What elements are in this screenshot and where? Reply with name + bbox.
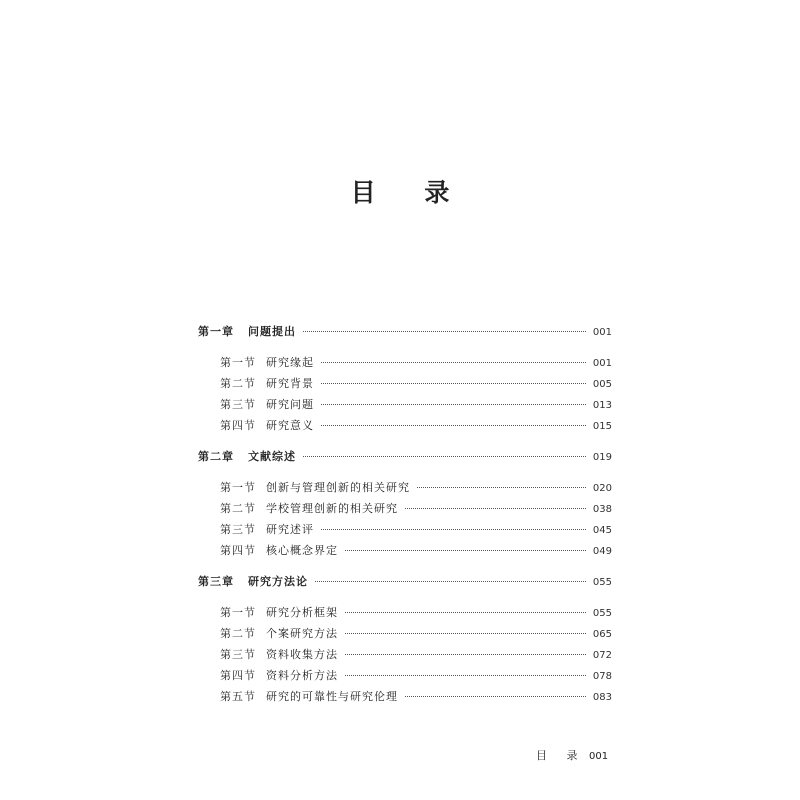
dot-leader [321, 425, 586, 426]
toc-page: 005 [592, 379, 612, 390]
toc-title: 研究缘起 [266, 356, 314, 369]
dot-leader [303, 331, 586, 332]
toc-section[interactable] [198, 666, 612, 687]
dot-leader [417, 487, 586, 488]
toc-number: 第一节 [220, 356, 256, 369]
toc-page: 065 [592, 629, 612, 640]
toc-section[interactable] [198, 624, 612, 645]
toc-number: 第一节 [220, 606, 256, 619]
toc-title: 创新与管理创新的相关研究 [266, 481, 410, 494]
dot-leader [345, 675, 586, 676]
toc-page: 072 [592, 650, 612, 661]
toc-page: 020 [592, 483, 612, 494]
dot-leader [315, 581, 586, 582]
toc-page: 001 [592, 358, 612, 369]
toc-page: 038 [592, 504, 612, 515]
toc-title: 个案研究方法 [266, 627, 338, 640]
toc-number: 第五节 [220, 690, 256, 703]
toc-section[interactable] [198, 520, 612, 541]
dot-leader [405, 696, 586, 697]
footer-page-number: 001 [589, 751, 609, 762]
toc-title: 研究问题 [266, 398, 314, 411]
toc-page: 078 [592, 671, 612, 682]
toc-number: 第三章 [198, 575, 234, 588]
toc-title: 研究述评 [266, 523, 314, 536]
toc-title: 研究方法论 [248, 575, 308, 588]
toc-section[interactable] [198, 645, 612, 666]
toc-title: 研究背景 [266, 377, 314, 390]
toc-page: 045 [592, 525, 612, 536]
toc-number: 第二节 [220, 627, 256, 640]
toc-page: 001 [592, 327, 612, 338]
dot-leader [321, 362, 586, 363]
toc-title: 资料收集方法 [266, 648, 338, 661]
toc-number: 第二章 [198, 450, 234, 463]
toc-chapter-1[interactable] [198, 322, 612, 343]
page-footer [536, 748, 608, 765]
toc-page: 015 [592, 421, 612, 432]
table-of-contents [198, 322, 612, 708]
toc-page: 083 [592, 692, 612, 703]
toc-number: 第四节 [220, 544, 256, 557]
toc-title: 资料分析方法 [266, 669, 338, 682]
toc-page: 019 [592, 452, 612, 463]
toc-number: 第三节 [220, 648, 256, 661]
toc-chapter-2[interactable] [198, 447, 612, 468]
toc-title: 研究分析框架 [266, 606, 338, 619]
toc-page: 055 [592, 608, 612, 619]
toc-page: 013 [592, 400, 612, 411]
dot-leader [321, 383, 586, 384]
page-title: 目 录 [350, 178, 470, 207]
toc-number: 第一节 [220, 481, 256, 494]
toc-title: 文献综述 [248, 450, 296, 463]
toc-section[interactable] [198, 478, 612, 499]
dot-leader [321, 529, 586, 530]
toc-section[interactable] [198, 353, 612, 374]
toc-number: 第三节 [220, 523, 256, 536]
toc-section[interactable] [198, 499, 612, 520]
toc-section[interactable] [198, 687, 612, 708]
toc-section[interactable] [198, 416, 612, 437]
toc-page: 049 [592, 546, 612, 557]
toc-section[interactable] [198, 395, 612, 416]
toc-number: 第四节 [220, 419, 256, 432]
toc-title: 学校管理创新的相关研究 [266, 502, 398, 515]
toc-number: 第一章 [198, 325, 234, 338]
toc-number: 第四节 [220, 669, 256, 682]
dot-leader [345, 633, 586, 634]
toc-number: 第二节 [220, 502, 256, 515]
toc-title: 问题提出 [248, 325, 296, 338]
toc-section[interactable] [198, 541, 612, 562]
toc-chapter-3[interactable] [198, 572, 612, 593]
footer-title: 目 录 [536, 749, 586, 762]
toc-section[interactable] [198, 603, 612, 624]
dot-leader [405, 508, 586, 509]
dot-leader [345, 612, 586, 613]
toc-title: 研究的可靠性与研究伦理 [266, 690, 398, 703]
dot-leader [303, 456, 586, 457]
toc-page: 055 [592, 577, 612, 588]
dot-leader [345, 550, 586, 551]
toc-number: 第三节 [220, 398, 256, 411]
dot-leader [321, 404, 586, 405]
toc-number: 第二节 [220, 377, 256, 390]
toc-title: 研究意义 [266, 419, 314, 432]
dot-leader [345, 654, 586, 655]
toc-section[interactable] [198, 374, 612, 395]
toc-title: 核心概念界定 [266, 544, 338, 557]
